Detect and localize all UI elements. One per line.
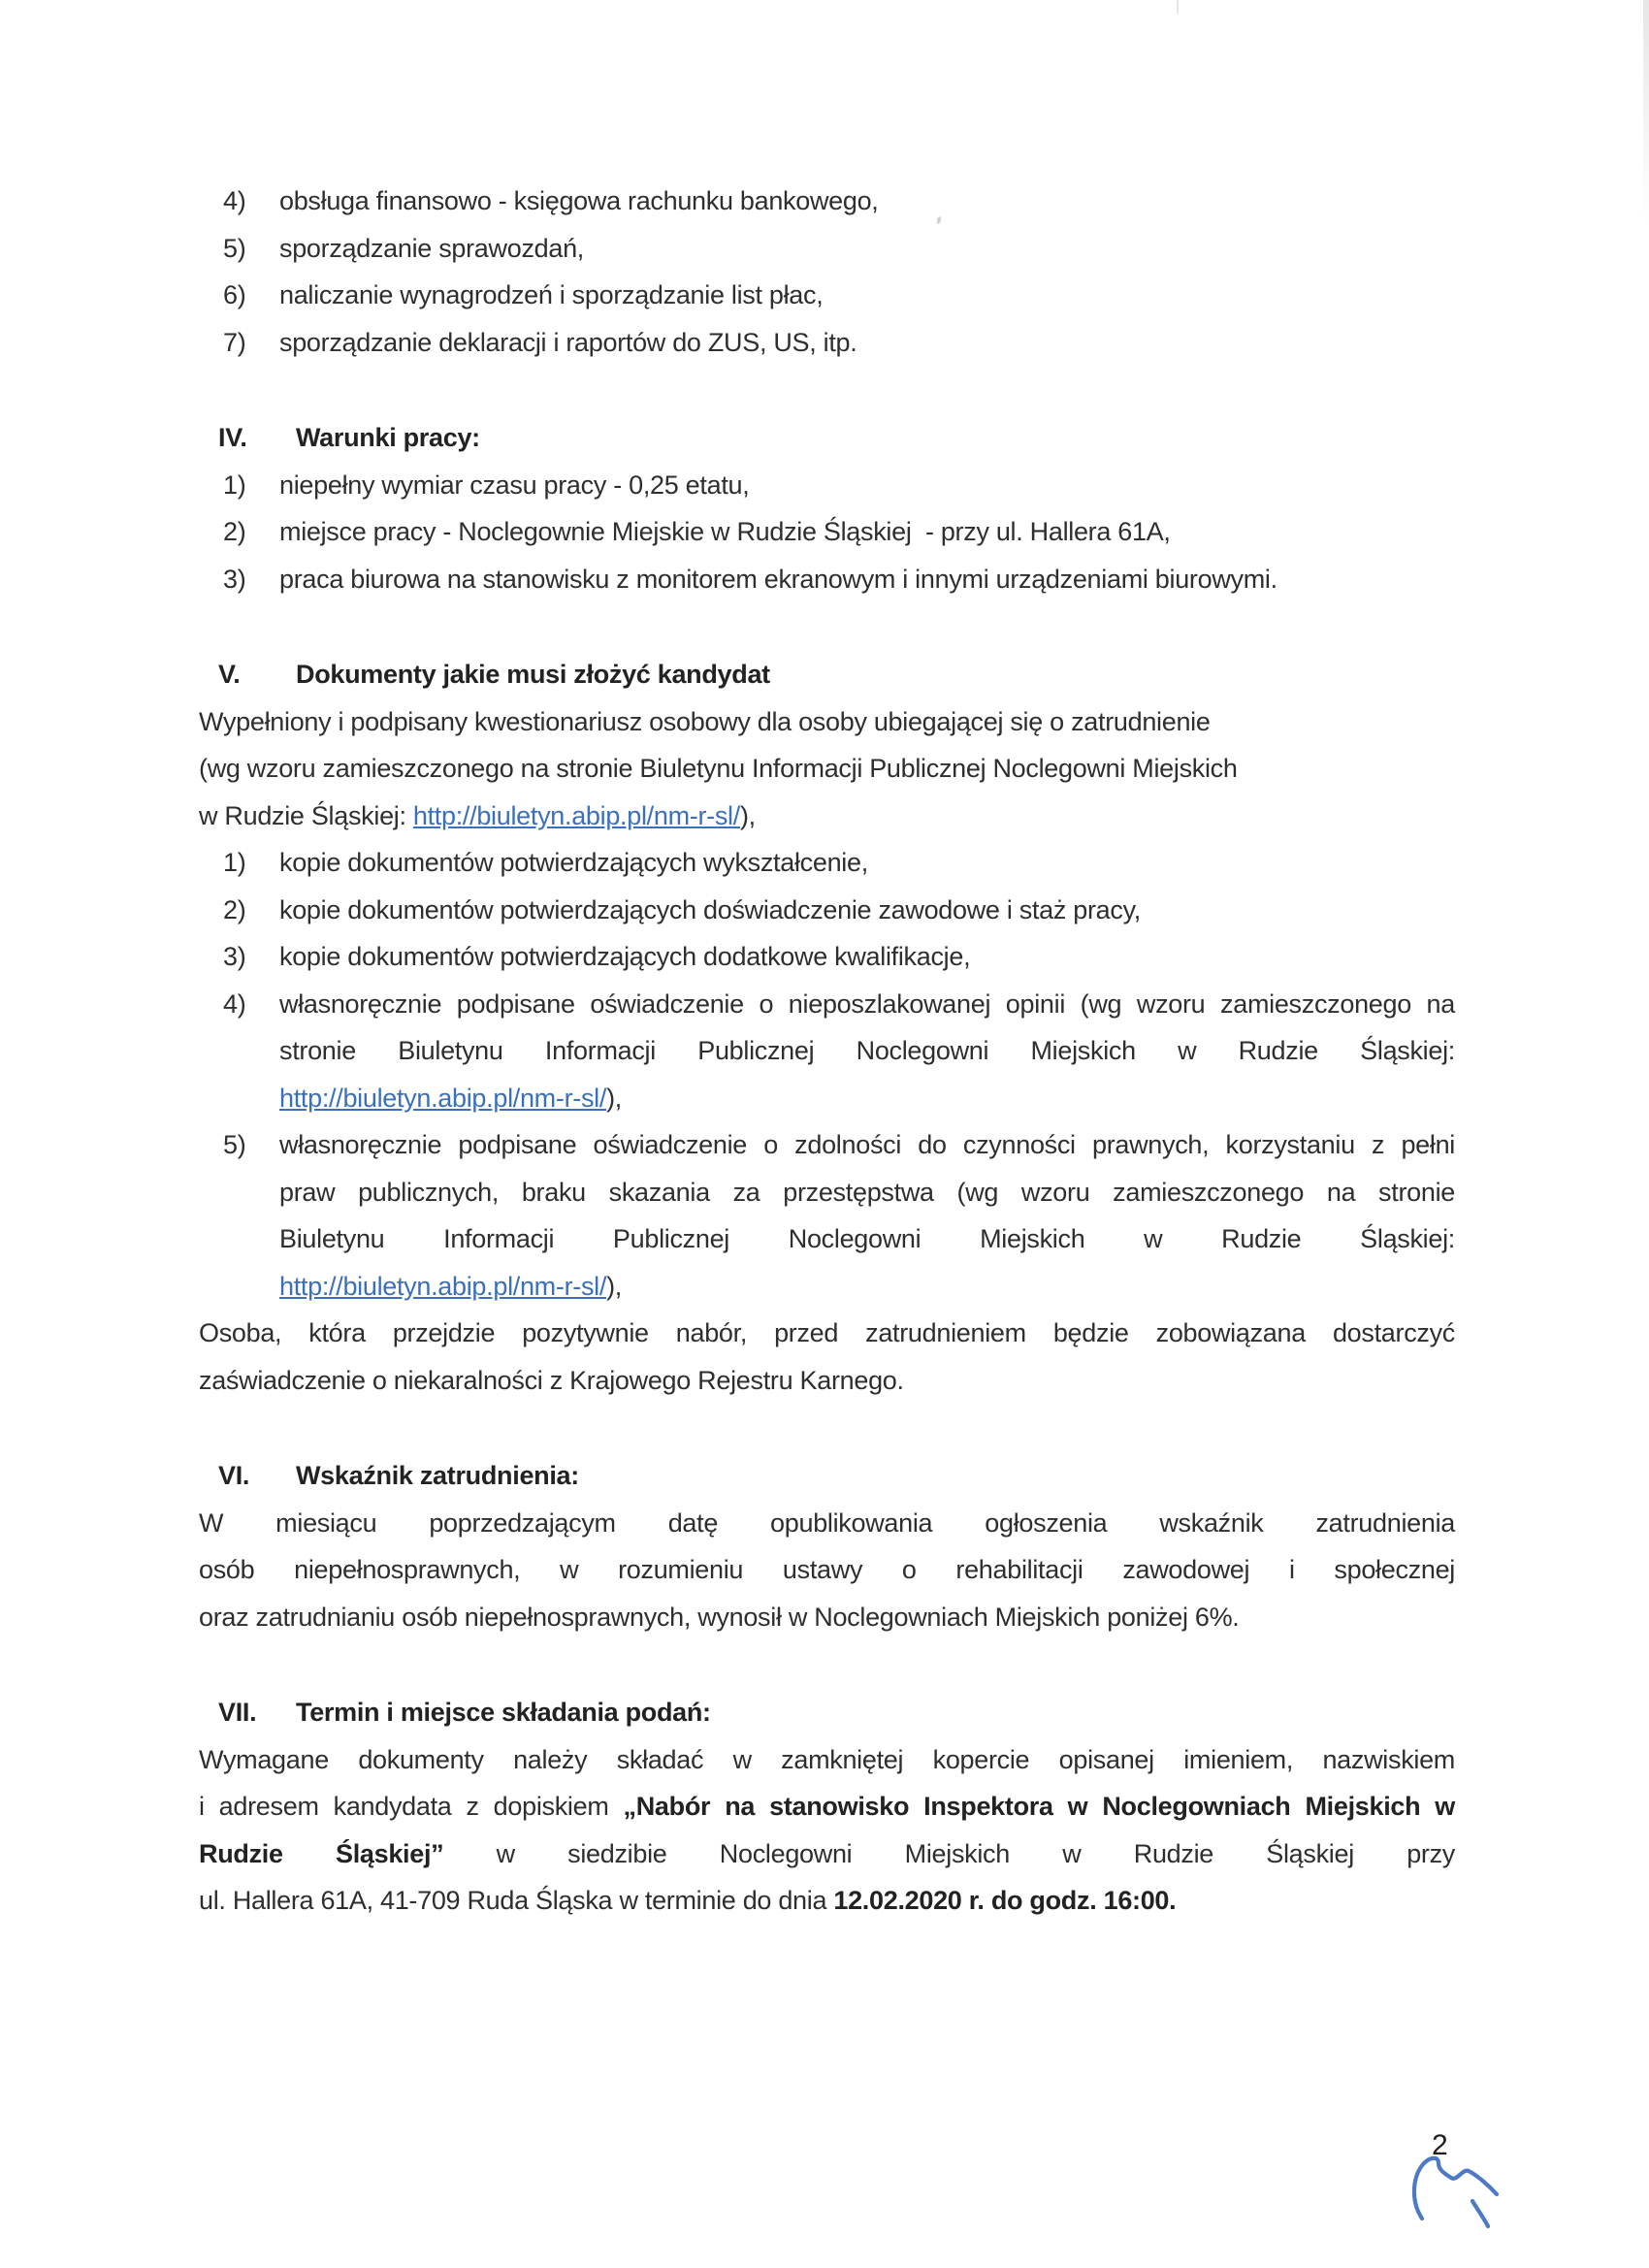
questionnaire-intro-paragraph bbox=[199, 698, 1455, 840]
text-line bbox=[199, 698, 1455, 746]
text-line bbox=[199, 1783, 1455, 1831]
text-segment: sporządzanie deklaracji i raportów do ZUS, US, itp. bbox=[279, 327, 857, 357]
text-segment: Osoba, która przejdzie pozytywnie nabór, przed zatrudnieniem będzie zobowiązana dostarczyć bbox=[199, 1318, 1455, 1347]
section-title: Dokumenty jakie musi złożyć kandydat bbox=[296, 660, 770, 689]
text-segment: osób niepełnosprawnych, w rozumieniu ustawy o rehabilitacji zawodowej i społecznej bbox=[199, 1555, 1455, 1584]
list-item bbox=[199, 556, 1455, 603]
text-segment: oraz zatrudnianiu osób niepełnosprawnych, wynosił w Noclegowniach Miejskich poniżej 6%. bbox=[199, 1602, 1240, 1632]
text-line bbox=[199, 1546, 1455, 1594]
text-segment: własnoręcznie podpisane oświadczenie o nieposzlakowanej opinii (wg wzoru zamieszczonego na bbox=[279, 988, 1455, 1019]
text-segment: kopie dokumentów potwierdzających wykształcenie, bbox=[279, 848, 868, 877]
list-item bbox=[199, 319, 1455, 367]
text-segment: ), bbox=[606, 1083, 622, 1113]
text-segment: praca biurowa na stanowisku z monitorem ekranowym i innymi urządzeniami biurowymi. bbox=[279, 564, 1277, 594]
text-line bbox=[279, 839, 1455, 887]
list-item bbox=[199, 225, 1455, 273]
text-segment: (wg wzoru zamieszczonego na stronie Biuletynu Informacji Publicznej Noclegowni Miejskich bbox=[199, 754, 1238, 783]
list-item-number: 5) bbox=[223, 1130, 246, 1159]
text-line bbox=[279, 1027, 1455, 1075]
text-segment: ul. Hallera 61A, 41-709 Ruda Śląska w terminie do dnia bbox=[199, 1886, 834, 1915]
text-line bbox=[279, 933, 1455, 981]
text-segment: Biuletynu Informacji Publicznej Noclegowni Miejskich w Rudzie Śląskiej: bbox=[279, 1224, 1455, 1253]
section-v-heading bbox=[199, 651, 1455, 698]
text-line bbox=[279, 1263, 1455, 1311]
list-item bbox=[199, 981, 1455, 1122]
text-line bbox=[279, 225, 1455, 273]
list-item-number: 2) bbox=[223, 894, 246, 924]
text-segment: miejsce pracy - Noclegownie Miejskie w Rudzie Śląskiej - przy ul. Hallera 61A, bbox=[279, 517, 1171, 546]
document-body bbox=[199, 178, 1455, 1925]
text-segment: stronie Biuletynu Informacji Publicznej Noclegowni Miejskich w Rudzie Śląskiej: bbox=[279, 1036, 1455, 1065]
text-line bbox=[279, 887, 1455, 934]
list-item bbox=[199, 272, 1455, 319]
section-number: V. bbox=[218, 660, 241, 689]
list-item bbox=[199, 887, 1455, 934]
list-item bbox=[199, 462, 1455, 509]
text-line bbox=[199, 1310, 1455, 1357]
required-documents-list bbox=[199, 839, 1455, 1310]
list-item-number: 2) bbox=[223, 517, 246, 546]
text-segment: W miesiącu poprzedzającym datę opublikowania ogłoszenia wskaźnik zatrudnienia bbox=[199, 1507, 1455, 1538]
list-item-number: 6) bbox=[223, 280, 246, 309]
section-number: VII. bbox=[218, 1698, 257, 1727]
scan-artifact-edge bbox=[1643, 0, 1649, 223]
text-line bbox=[279, 1215, 1455, 1263]
text-segment: kopie dokumentów potwierdzających doświadczenie zawodowe i staż pracy, bbox=[279, 894, 1141, 924]
text-segment: kopie dokumentów potwierdzających dodatkowe kwalifikacje, bbox=[279, 942, 971, 971]
text-segment: własnoręcznie podpisane oświadczenie o zdolności do czynności prawnych, korzystaniu z pełni bbox=[279, 1130, 1455, 1159]
list-item-number: 5) bbox=[223, 233, 246, 263]
text-line bbox=[199, 1877, 1455, 1925]
biuletyn-link[interactable]: http://biuletyn.abip.pl/nm-r-sl/ bbox=[279, 1083, 607, 1113]
working-conditions-list bbox=[199, 462, 1455, 603]
signature-paraph-icon bbox=[1412, 2153, 1504, 2251]
list-item-number: 4) bbox=[223, 988, 246, 1019]
text-line bbox=[199, 745, 1455, 793]
text-segment: ), bbox=[739, 800, 756, 830]
text-line bbox=[279, 1121, 1455, 1169]
text-line bbox=[279, 556, 1455, 603]
text-line bbox=[279, 981, 1455, 1028]
text-line bbox=[279, 1169, 1455, 1216]
text-line bbox=[279, 462, 1455, 509]
text-segment: obsługa finansowo - księgowa rachunku bankowego, bbox=[279, 186, 879, 215]
list-item-number: 4) bbox=[223, 186, 246, 215]
page-number: 2 bbox=[1432, 2129, 1448, 2161]
text-line bbox=[279, 508, 1455, 556]
text-line bbox=[199, 1831, 1455, 1878]
biuletyn-link[interactable]: http://biuletyn.abip.pl/nm-r-sl/ bbox=[279, 1271, 607, 1301]
tasks-continued-list bbox=[199, 178, 1455, 366]
bold-text-segment: 12.02.2020 r. do godz. 16:00. bbox=[833, 1886, 1177, 1915]
text-line bbox=[279, 272, 1455, 319]
text-line bbox=[279, 319, 1455, 367]
section-iv-heading bbox=[199, 414, 1455, 462]
list-item bbox=[199, 508, 1455, 556]
text-segment: praw publicznych, braku skazania za przestępstwa (wg wzoru zamieszczonego na stronie bbox=[279, 1177, 1455, 1207]
list-item-number: 7) bbox=[223, 327, 246, 357]
text-segment: w siedzibie Noclegowni Miejskich w Rudzie Śląskiej przy bbox=[443, 1838, 1456, 1868]
section-number: IV. bbox=[218, 423, 247, 452]
bold-text-segment: „Nabór na stanowisko Inspektora w Noclegowniach Miejskich w bbox=[623, 1792, 1456, 1821]
list-item-number: 1) bbox=[223, 848, 246, 877]
section-title: Wskaźnik zatrudnienia: bbox=[296, 1461, 579, 1490]
text-segment: i adresem kandydata z dopiskiem bbox=[199, 1792, 624, 1821]
text-line bbox=[199, 1357, 1455, 1405]
list-item-number: 3) bbox=[223, 564, 246, 594]
scan-artifact-line bbox=[1177, 0, 1179, 14]
text-segment: w Rudzie Śląskiej: bbox=[199, 800, 413, 830]
text-segment: Wymagane dokumenty należy składać w zamkniętej kopercie opisanej imieniem, nazwiskiem bbox=[199, 1744, 1455, 1774]
section-vi-heading bbox=[199, 1452, 1455, 1500]
employment-indicator-paragraph bbox=[199, 1500, 1455, 1641]
text-line bbox=[279, 178, 1455, 225]
submission-paragraph bbox=[199, 1736, 1455, 1925]
list-item-number: 1) bbox=[223, 470, 246, 500]
list-item bbox=[199, 1121, 1455, 1310]
text-segment: naliczanie wynagrodzeń i sporządzanie list płac, bbox=[279, 280, 824, 309]
text-line bbox=[279, 1075, 1455, 1122]
section-number: VI. bbox=[218, 1461, 250, 1490]
text-segment: Wypełniony i podpisany kwestionariusz osobowy dla osoby ubiegającej się o zatrudnienie bbox=[199, 706, 1211, 736]
list-item-number: 3) bbox=[223, 942, 246, 971]
list-item bbox=[199, 933, 1455, 981]
list-item bbox=[199, 839, 1455, 887]
text-line bbox=[199, 1736, 1455, 1784]
text-line bbox=[199, 793, 1455, 840]
text-segment: ), bbox=[606, 1271, 622, 1301]
section-title: Warunki pracy: bbox=[296, 423, 480, 452]
bold-text-segment: Rudzie Śląskiej” bbox=[199, 1838, 444, 1868]
section-vii-heading bbox=[199, 1689, 1455, 1736]
text-segment: zaświadczenie o niekaralności z Krajowego Rejestru Karnego. bbox=[199, 1365, 904, 1395]
biuletyn-link[interactable]: http://biuletyn.abip.pl/nm-r-sl/ bbox=[412, 800, 740, 830]
criminal-record-paragraph bbox=[199, 1310, 1455, 1404]
text-segment: niepełny wymiar czasu pracy - 0,25 etatu, bbox=[279, 470, 750, 500]
text-line bbox=[199, 1500, 1455, 1547]
text-line bbox=[199, 1594, 1455, 1641]
section-title: Termin i miejsce składania podań: bbox=[296, 1698, 711, 1727]
list-item bbox=[199, 178, 1455, 225]
text-segment: sporządzanie sprawozdań, bbox=[279, 233, 584, 263]
